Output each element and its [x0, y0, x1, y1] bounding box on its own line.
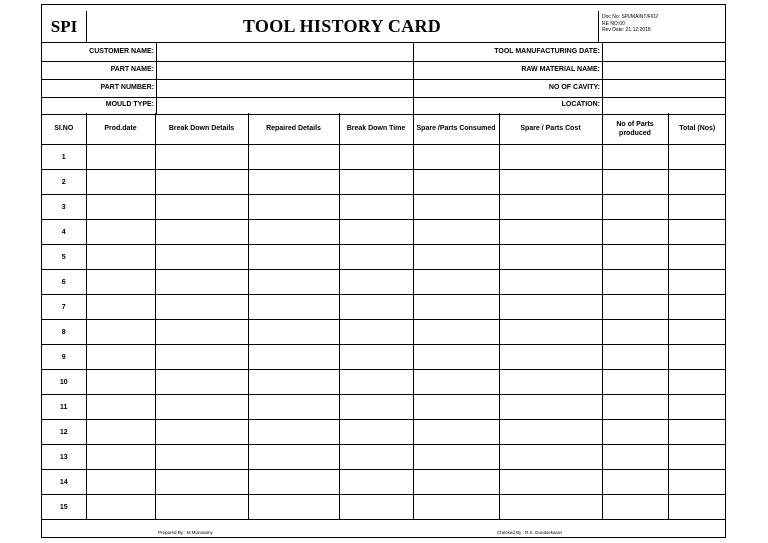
table-cell[interactable] — [339, 295, 413, 320]
table-cell[interactable] — [668, 220, 726, 245]
value-divider — [602, 79, 603, 97]
table-cell[interactable] — [86, 370, 155, 395]
tool-manufacturing-date-label: TOOL MANUFACTURING DATE: — [494, 48, 600, 55]
table-cell[interactable] — [602, 370, 668, 395]
column-header-prod-date: Prod.date — [86, 113, 155, 145]
table-cell[interactable] — [155, 195, 248, 220]
table-row — [42, 420, 726, 445]
table-cell[interactable] — [602, 445, 668, 470]
table-cell[interactable] — [248, 145, 339, 170]
company-logo: SPI — [42, 11, 87, 42]
table-cell[interactable] — [155, 245, 248, 270]
table-cell[interactable] — [602, 420, 668, 445]
page-title: TOOL HISTORY CARD — [86, 11, 599, 42]
table-cell[interactable] — [668, 170, 726, 195]
table-cell[interactable] — [155, 295, 248, 320]
re-number: RE NO:00 — [602, 20, 625, 27]
value-divider — [156, 43, 157, 61]
table-cell[interactable] — [339, 370, 413, 395]
table-cell[interactable] — [668, 470, 726, 495]
table-row — [42, 270, 726, 295]
column-header-no-of-parts-produced: No of Parts produced — [602, 113, 668, 145]
no-of-cavity-label: NO OF CAVITY: — [548, 84, 600, 91]
table-cell[interactable] — [499, 445, 602, 470]
table-cell[interactable] — [499, 145, 602, 170]
table-cell[interactable] — [413, 270, 499, 295]
table-cell[interactable] — [602, 220, 668, 245]
table-cell[interactable] — [155, 345, 248, 370]
table-cell[interactable] — [248, 370, 339, 395]
table-cell[interactable] — [602, 345, 668, 370]
table-cell[interactable] — [248, 395, 339, 420]
row-number: 4 — [42, 220, 86, 245]
table-cell[interactable] — [155, 145, 248, 170]
table-cell[interactable] — [668, 245, 726, 270]
table-cell[interactable] — [339, 445, 413, 470]
table-cell[interactable] — [248, 445, 339, 470]
column-header-spare-parts-consumed: Spare /Parts Consumed — [413, 113, 499, 145]
table-cell[interactable] — [413, 345, 499, 370]
table-cell[interactable] — [668, 145, 726, 170]
tool-history-card — [41, 4, 726, 538]
table-cell[interactable] — [248, 420, 339, 445]
table-row — [42, 170, 726, 195]
table-cell[interactable] — [86, 145, 155, 170]
table-cell[interactable] — [413, 445, 499, 470]
table-cell[interactable] — [339, 345, 413, 370]
table-row — [42, 295, 726, 320]
table-cell[interactable] — [86, 320, 155, 345]
table-cell[interactable] — [499, 220, 602, 245]
table-cell[interactable] — [86, 420, 155, 445]
card-header — [42, 11, 725, 43]
table-cell[interactable] — [155, 470, 248, 495]
table-cell[interactable] — [248, 470, 339, 495]
table-cell[interactable] — [248, 220, 339, 245]
table-cell[interactable] — [339, 195, 413, 220]
table-cell[interactable] — [155, 170, 248, 195]
table-cell[interactable] — [155, 270, 248, 295]
table-cell[interactable] — [413, 145, 499, 170]
table-cell[interactable] — [155, 445, 248, 470]
location-label: LOCATION: — [561, 101, 600, 108]
row-number: 12 — [42, 420, 86, 445]
table-cell[interactable] — [602, 170, 668, 195]
row-number: 13 — [42, 445, 86, 470]
table-cell[interactable] — [155, 220, 248, 245]
table-cell[interactable] — [413, 420, 499, 445]
history-table — [42, 113, 726, 520]
table-row — [42, 395, 726, 420]
column-header-spare-parts-cost: Spare / Parts Cost — [499, 113, 602, 145]
column-header-breakdown-time: Break Down Time — [339, 113, 413, 145]
table-cell[interactable] — [339, 270, 413, 295]
table-cell[interactable] — [339, 170, 413, 195]
table-cell[interactable] — [413, 295, 499, 320]
row-number: 1 — [42, 145, 86, 170]
table-cell[interactable] — [413, 220, 499, 245]
row-number: 14 — [42, 470, 86, 495]
table-cell[interactable] — [413, 195, 499, 220]
table-cell[interactable] — [602, 195, 668, 220]
table-cell[interactable] — [602, 320, 668, 345]
table-cell[interactable] — [155, 320, 248, 345]
row-number: 10 — [42, 370, 86, 395]
table-cell[interactable] — [155, 370, 248, 395]
table-row — [42, 245, 726, 270]
row-number: 5 — [42, 245, 86, 270]
info-row — [42, 43, 725, 62]
table-cell[interactable] — [413, 245, 499, 270]
table-cell[interactable] — [602, 395, 668, 420]
column-header-repaired-details: Repaired Details — [248, 113, 339, 145]
value-divider — [602, 61, 603, 79]
table-cell[interactable] — [413, 370, 499, 395]
column-header-breakdown-details: Break Down Details — [155, 113, 248, 145]
raw-material-name-label: RAW MATERIAL NAME: — [521, 66, 600, 73]
table-cell[interactable] — [86, 445, 155, 470]
row-number: 6 — [42, 270, 86, 295]
row-number: 3 — [42, 195, 86, 220]
table-cell[interactable] — [248, 170, 339, 195]
table-row — [42, 345, 726, 370]
table-cell[interactable] — [86, 395, 155, 420]
table-cell[interactable] — [86, 195, 155, 220]
table-row — [42, 195, 726, 220]
table-cell[interactable] — [248, 270, 339, 295]
document-info — [602, 14, 658, 34]
table-cell[interactable] — [668, 445, 726, 470]
table-header-row — [42, 113, 726, 145]
prepared-by: Prepared By : M.Murusamy — [158, 530, 213, 535]
table-row — [42, 145, 726, 170]
table-cell[interactable] — [499, 395, 602, 420]
table-cell[interactable] — [499, 270, 602, 295]
column-header-sino: SI.NO — [42, 113, 86, 145]
table-cell[interactable] — [248, 345, 339, 370]
table-cell[interactable] — [248, 295, 339, 320]
table-cell[interactable] — [413, 395, 499, 420]
table-cell[interactable] — [668, 420, 726, 445]
row-number: 11 — [42, 395, 86, 420]
row-number: 8 — [42, 320, 86, 345]
checked-by: Checked By : R.S. Gunasekaran — [497, 530, 563, 535]
table-cell[interactable] — [86, 270, 155, 295]
table-row — [42, 320, 726, 345]
table-cell[interactable] — [413, 470, 499, 495]
table-cell[interactable] — [668, 295, 726, 320]
table-row — [42, 445, 726, 470]
row-number: 7 — [42, 295, 86, 320]
table-cell[interactable] — [602, 145, 668, 170]
table-cell[interactable] — [339, 395, 413, 420]
table-cell[interactable] — [248, 320, 339, 345]
table-cell[interactable] — [339, 145, 413, 170]
part-name-label: PART NAME: — [110, 66, 154, 73]
table-cell[interactable] — [602, 470, 668, 495]
table-cell[interactable] — [339, 470, 413, 495]
table-cell[interactable] — [86, 345, 155, 370]
table-cell[interactable] — [499, 170, 602, 195]
table-row — [42, 370, 726, 395]
table-cell[interactable] — [339, 420, 413, 445]
part-number-label: PART NUMBER: — [100, 84, 154, 91]
table-cell[interactable] — [499, 195, 602, 220]
table-cell[interactable] — [668, 320, 726, 345]
table-cell[interactable] — [602, 245, 668, 270]
table-cell[interactable] — [668, 195, 726, 220]
table-cell[interactable] — [339, 320, 413, 345]
table-cell[interactable] — [602, 295, 668, 320]
table-cell[interactable] — [602, 270, 668, 295]
customer-name-label: CUSTOMER NAME: — [89, 48, 154, 55]
table-cell[interactable] — [668, 370, 726, 395]
info-row — [42, 61, 725, 80]
row-number: 9 — [42, 345, 86, 370]
table-cell[interactable] — [86, 470, 155, 495]
table-cell[interactable] — [413, 320, 499, 345]
table-cell[interactable] — [668, 345, 726, 370]
column-header-total-nos: Total (Nos) — [668, 113, 726, 145]
table-cell[interactable] — [499, 420, 602, 445]
value-divider — [156, 96, 157, 114]
table-cell[interactable] — [86, 295, 155, 320]
table-cell[interactable] — [499, 245, 602, 270]
table-cell[interactable] — [86, 170, 155, 195]
row-number: 15 — [42, 495, 86, 520]
table-row — [42, 470, 726, 495]
table-cell[interactable] — [155, 420, 248, 445]
row-number: 2 — [42, 170, 86, 195]
table-cell[interactable] — [339, 245, 413, 270]
table-cell[interactable] — [413, 170, 499, 195]
table-cell[interactable] — [86, 220, 155, 245]
mould-type-label: MOULD TYPE: — [105, 101, 154, 108]
table-cell[interactable] — [499, 345, 602, 370]
table-cell[interactable] — [248, 195, 339, 220]
revision-date: Rev Date: 21.12.2018 — [602, 27, 651, 33]
table-cell[interactable] — [668, 270, 726, 295]
value-divider — [156, 61, 157, 79]
doc-number: Doc No: SPI/MAINT/F/02 — [602, 14, 658, 20]
table-cell[interactable] — [499, 370, 602, 395]
table-cell[interactable] — [499, 295, 602, 320]
table-cell[interactable] — [248, 245, 339, 270]
table-cell[interactable] — [339, 220, 413, 245]
table-cell[interactable] — [86, 245, 155, 270]
value-divider — [602, 43, 603, 61]
table-row — [42, 220, 726, 245]
table-cell[interactable] — [499, 470, 602, 495]
table-cell[interactable] — [499, 320, 602, 345]
card-footer — [42, 515, 725, 538]
value-divider — [602, 96, 603, 114]
table-cell[interactable] — [155, 395, 248, 420]
table-cell[interactable] — [668, 395, 726, 420]
value-divider — [156, 79, 157, 97]
